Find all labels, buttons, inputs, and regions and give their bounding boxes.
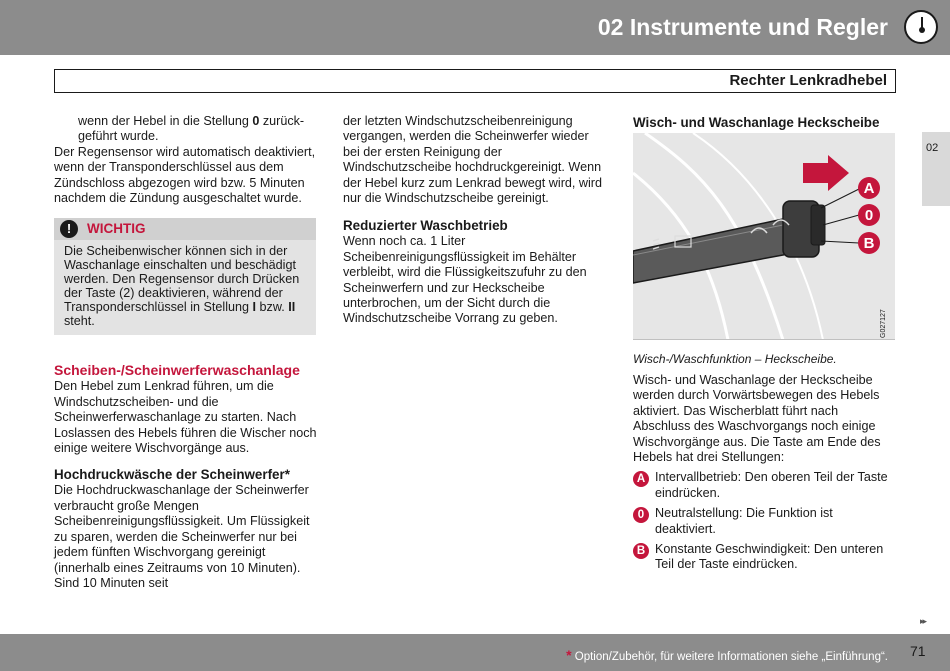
footer-bar xyxy=(0,634,950,671)
label-a: A xyxy=(863,180,875,197)
list-item: B Konstante Geschwindigkeit: Den unteren Teil der Taste eindrücken. xyxy=(633,542,897,573)
paragraph: Der Regensensor wird automatisch deaktiviert, wenn der Transponderschlüssel aus dem Zündschloss abgezogen wird bzw. 5 Minuten nachdem die Zündung ausgeschaltet wurde. xyxy=(54,144,316,206)
paragraph: Wisch- und Waschanlage der Heckscheibe werden durch Vorwärtsbewegen des Hebels aktiviert. Das Wischerblatt führt nach Abschluss des Waschvorgangs noch einige Wischvorgänge aus. Die Taste am Ende des Hebels hat drei Stellungen: xyxy=(633,373,881,465)
badge-zero: 0 xyxy=(633,507,649,523)
figure-code: G027127 xyxy=(880,309,887,338)
warning-box xyxy=(54,218,316,335)
heading-wash: Scheiben-/Scheinwerferwaschanlage xyxy=(54,362,300,379)
paragraph: Die Hochdruckwaschanlage der Scheinwerfer verbraucht große Mengen Scheibenreinigungsflüssigkeit. Um Flüssigkeit zu sparen, werden die Scheinwerfer nur bei jedem fünften Wischvorgang gereinigt (innerhalb eines Zeitraums von 10 Minuten). Sind 10 Minuten seit xyxy=(54,483,310,590)
list-item: 0 Neutralstellung: Die Funktion ist deaktiviert. xyxy=(633,506,897,537)
paragraph: wenn der Hebel in die Stellung 0 zurück- geführt wurde. xyxy=(78,114,305,144)
list-item: A Intervallbetrieb: Den oberen Teil der Taste eindrücken. xyxy=(633,470,897,501)
paragraph: Wenn noch ca. 1 Liter Scheibenreinigungsflüssigkeit im Behälter verbleibt, wird die Flüssigkeitszufuhr zu den Scheinwerfern und zur Heckscheibe unterbrochen, um der Sicht durch die Windschutzscheibe Vorrang zu geben. xyxy=(343,234,587,326)
heading-high-pressure: Hochdruckwäsche der Scheinwerfer* xyxy=(54,467,290,483)
wiper-lever-drawing xyxy=(633,133,895,340)
gauge-icon xyxy=(904,10,938,44)
footer-note: * Option/Zubehör, für weitere Informationen siehe „Einführung“. xyxy=(566,647,888,663)
warning-title: WICHTIG xyxy=(87,221,146,237)
header-bar xyxy=(0,0,950,55)
badge-a: A xyxy=(633,471,649,487)
page-number: 71 xyxy=(910,643,926,659)
lever-illustration xyxy=(633,133,895,340)
next-page-icon[interactable]: ▸▸ xyxy=(920,616,926,626)
warning-text: Die Scheibenwischer können sich in der Waschanlage einschalten und beschädigt werden. Den Regensensor durch Drücken der Taste (2) deaktivieren, während der Transponderschlüssel in Stellung I bzw. II steht. xyxy=(64,244,300,329)
label-zero: 0 xyxy=(864,207,874,224)
paragraph: der letzten Windschutzscheibenreinigung vergangen, werden die Scheinwerfer wieder bei der ersten Reinigung der Windschutzscheibe hochdruckgereinigt. Wenn der Hebel kurz zum Lenkrad bewegt wird, wird nur die Windschutzscheibe gereinigt. xyxy=(343,114,602,206)
right-column xyxy=(633,373,897,578)
chapter-tab-label: 02 xyxy=(926,142,939,154)
left-column xyxy=(54,114,318,591)
chapter-tab[interactable] xyxy=(922,132,950,206)
warning-icon: ! xyxy=(60,220,78,238)
section-title: Rechter Lenkradhebel xyxy=(729,72,887,89)
badge-b: B xyxy=(633,543,649,559)
figure-caption: Wisch-/Waschfunktion – Heckscheibe. xyxy=(633,352,837,366)
paragraph: Den Hebel zum Lenkrad führen, um die Windschutzscheiben- und die Scheinwerferwaschanlage zu starten. Nach Loslassen des Hebels führen die Wischer noch einige weitere Wischvorgänge aus. xyxy=(54,379,317,456)
label-b: B xyxy=(863,235,875,252)
warning-header xyxy=(54,218,316,240)
right-heading-wrap xyxy=(633,115,895,131)
heading-reduced-wash: Reduzierter Waschbetrieb xyxy=(343,218,508,234)
position-list xyxy=(633,470,897,572)
section-bar xyxy=(54,69,896,93)
middle-column xyxy=(343,114,607,327)
heading-rear-window: Wisch- und Waschanlage Heckscheibe xyxy=(633,115,880,130)
chapter-title: 02 Instrumente und Regler xyxy=(597,14,888,40)
